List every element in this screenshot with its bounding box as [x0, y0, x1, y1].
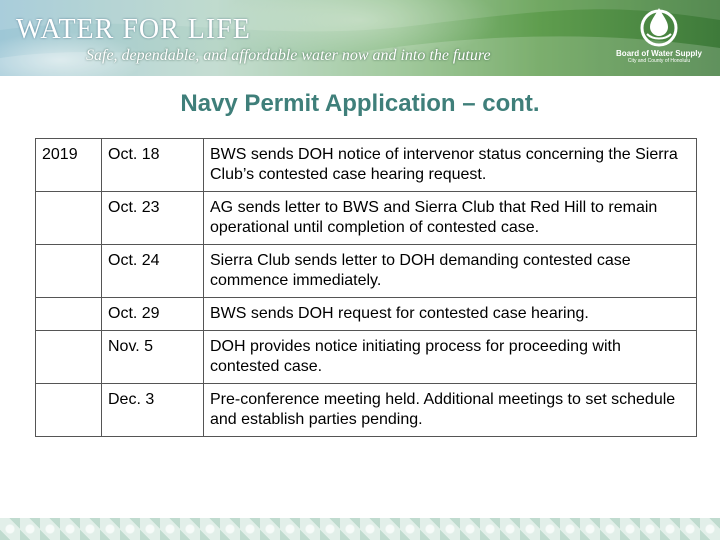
table-row [36, 245, 697, 298]
header-banner [0, 0, 720, 76]
year-cell [36, 384, 102, 437]
table-row [36, 139, 697, 192]
logo-name: Board of Water Supply [616, 49, 702, 58]
board-of-water-supply-logo [600, 4, 718, 74]
logo-subtitle: City and County of Honolulu [627, 58, 691, 64]
date-cell: Dec. 3 [102, 384, 204, 437]
description-cell: Sierra Club sends letter to DOH demanding contested case commence immediately. [204, 245, 697, 298]
table-row [36, 384, 697, 437]
year-cell: 2019 [36, 139, 102, 192]
description-cell: Pre-conference meeting held. Additional meetings to set schedule and establish parties pending. [204, 384, 697, 437]
footer-pattern [0, 518, 720, 540]
date-cell: Oct. 23 [102, 192, 204, 245]
year-cell [36, 298, 102, 331]
date-cell: Oct. 18 [102, 139, 204, 192]
description-cell: BWS sends DOH notice of intervenor status concerning the Sierra Club’s contested case hearing request. [204, 139, 697, 192]
table-row [36, 192, 697, 245]
description-cell: DOH provides notice initiating process for proceeding with contested case. [204, 331, 697, 384]
page-title: Navy Permit Application – cont. [180, 90, 540, 117]
date-cell: Nov. 5 [102, 331, 204, 384]
year-cell [36, 192, 102, 245]
table-row [36, 331, 697, 384]
timeline-table [35, 138, 697, 437]
table-row [36, 298, 697, 331]
brand-tagline: Safe, dependable, and affordable water now and into the future [86, 47, 491, 64]
description-cell: BWS sends DOH request for contested case hearing. [204, 298, 697, 331]
date-cell: Oct. 29 [102, 298, 204, 331]
water-drop-icon [639, 4, 679, 48]
year-cell [36, 331, 102, 384]
year-cell [36, 245, 102, 298]
description-cell: AG sends letter to BWS and Sierra Club that Red Hill to remain operational until completion of contested case. [204, 192, 697, 245]
date-cell: Oct. 24 [102, 245, 204, 298]
brand-title: WATER FOR LIFE [16, 14, 251, 45]
